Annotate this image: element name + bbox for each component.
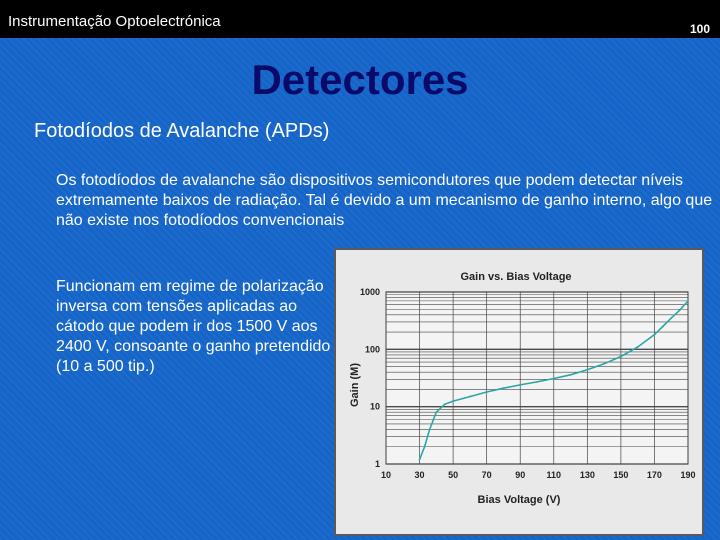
slide-title: Detectores — [251, 56, 469, 103]
chart-x-axis-label: Bias Voltage (V) — [477, 494, 561, 506]
x-tick-label: 10 — [380, 470, 392, 480]
gain-point — [429, 429, 431, 431]
gain-chart-svg — [336, 250, 702, 534]
gain-point — [419, 459, 421, 461]
page-number: 100 — [689, 22, 710, 36]
y-tick-label: 1000 — [359, 287, 380, 297]
gain-point — [603, 363, 605, 365]
gain-point — [687, 300, 689, 302]
gain-point — [435, 411, 437, 413]
gain-point — [654, 334, 656, 336]
y-tick-label: 10 — [369, 401, 380, 412]
gain-point — [536, 381, 538, 383]
x-tick-label: 50 — [448, 470, 459, 480]
gain-point — [424, 446, 426, 448]
operation-paragraph: Funcionam em regime de polarização inversa com tensões aplicadas ao cátodo que podem ir dos 1500 V aos 2400 V, consoante o ganho pretendido (10 a 500 tip.) — [56, 278, 331, 375]
chart-y-axis-label: Gain (M) — [349, 363, 361, 407]
gain-point — [469, 396, 471, 398]
gain-chart — [334, 248, 704, 536]
gain-point — [670, 317, 672, 319]
intro-paragraph: Os fotodíodos de avalanche são dispositivos semicondutores que podem detectar níveis extremamente baixos de radiação. Tal é devido a um mecanismo de ganho interno, algo que não existe nos fotodíodos convencionais — [56, 172, 713, 229]
gain-point — [586, 369, 588, 371]
chart-title: Gain vs. Bias Voltage — [460, 271, 572, 283]
x-tick-label: 90 — [515, 470, 526, 480]
gain-point — [679, 309, 681, 311]
gain-point — [452, 400, 454, 402]
x-tick-label: 70 — [481, 470, 492, 480]
gain-point — [486, 391, 488, 393]
chart-grid — [386, 292, 688, 464]
course-title: Instrumentação Optoelectrónica — [8, 13, 221, 30]
header-bar — [0, 0, 720, 38]
x-tick-label: 190 — [680, 470, 696, 480]
gain-point — [662, 326, 664, 328]
gain-point — [503, 387, 505, 389]
gain-point — [620, 356, 622, 358]
x-tick-label: 110 — [546, 470, 562, 480]
gain-point — [553, 378, 555, 380]
gain-point — [444, 403, 446, 405]
x-tick-label: 170 — [646, 470, 662, 480]
gain-point — [637, 346, 639, 348]
x-tick-label: 150 — [613, 470, 629, 480]
y-tick-label: 1 — [374, 459, 380, 469]
gain-point — [519, 384, 521, 386]
y-tick-label: 100 — [364, 344, 380, 355]
plot-area — [386, 292, 688, 464]
x-tick-label: 130 — [579, 470, 595, 480]
slide-subtitle: Fotodíodos de Avalanche (APDs) — [34, 120, 330, 142]
gain-point — [570, 374, 572, 376]
x-tick-label: 30 — [414, 470, 425, 480]
